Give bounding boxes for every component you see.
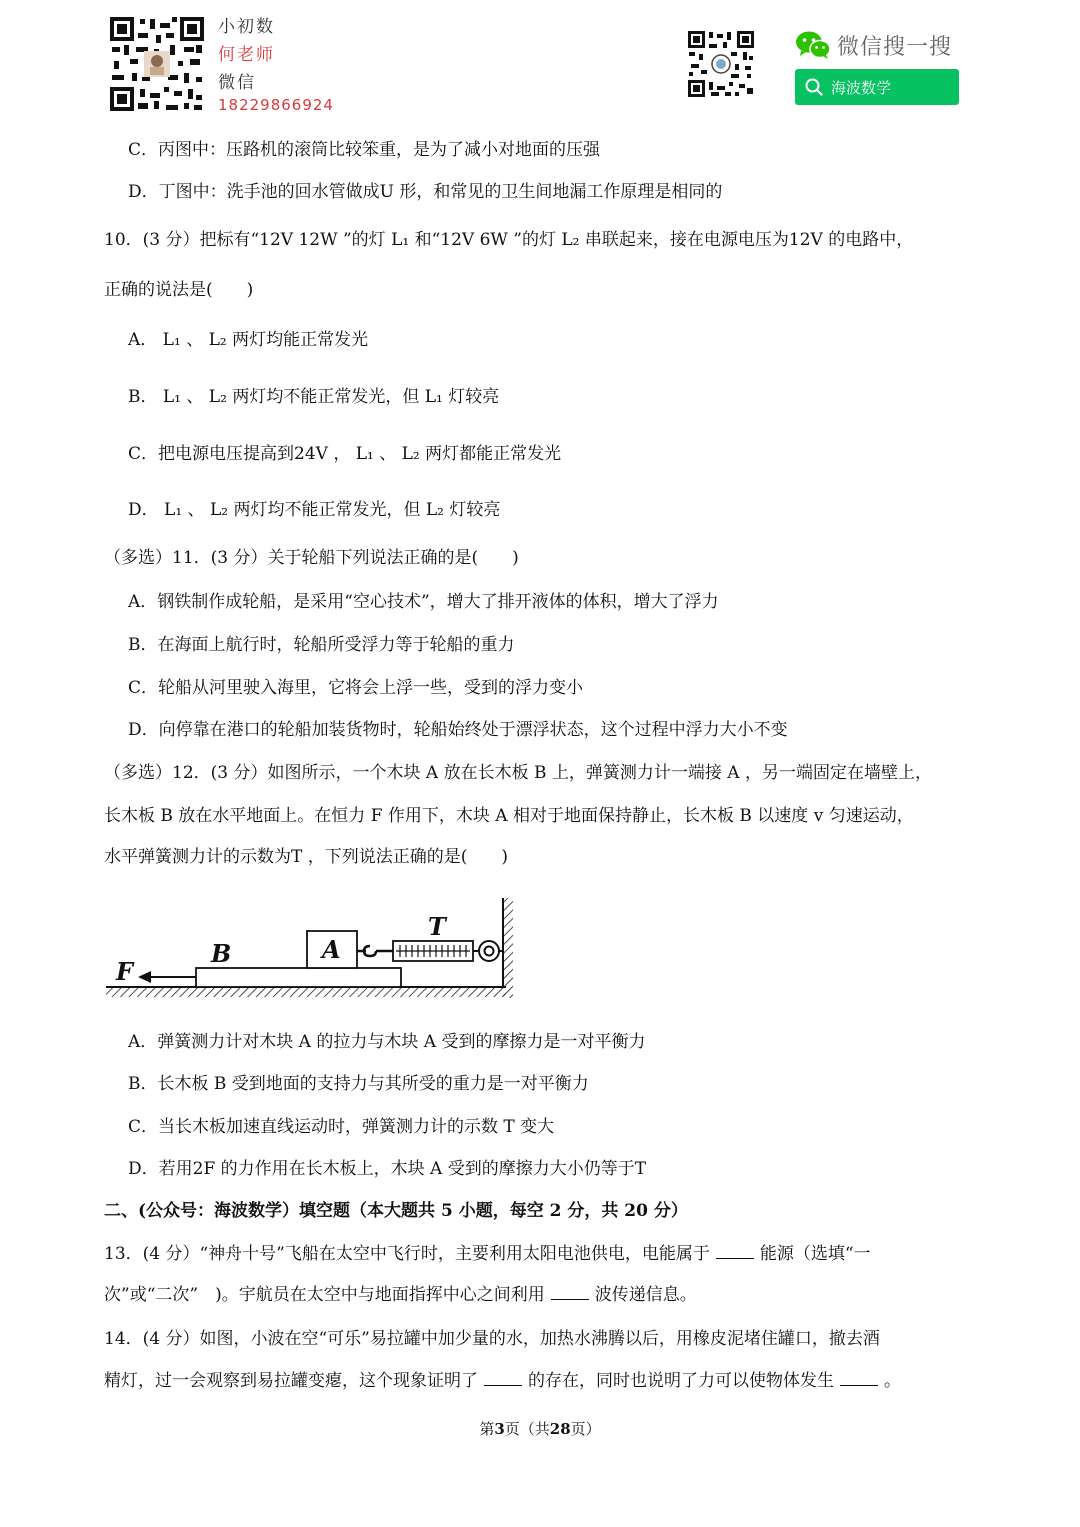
- q13-text-2: 能源（选填“一: [759, 1244, 871, 1264]
- q14-text-1: 14．(4 分）如图，小波在空“可乐”易拉罐中加少量的水，加热水沸腾以后，用橡皮泥堵住罐口，撤去酒: [104, 1329, 880, 1349]
- wechat-search-label: 海波数学: [831, 78, 892, 97]
- option-line: B．在海面上航行时，轮船所受浮力等于轮船的重力: [128, 635, 515, 655]
- question-line: 正确的说法是( ): [104, 280, 254, 300]
- qr-code-right: [687, 30, 755, 98]
- footer-page-number: 3: [494, 1420, 505, 1438]
- q13-text-3: 次”或“二次” )。宇航员在太空中与地面指挥中心之间利用: [104, 1285, 545, 1305]
- option-line: C．把电源电压提高到24V ， L₁ 、 L₂ 两灯都能正常发光: [128, 444, 562, 464]
- footer-text-2: 页（共: [504, 1420, 550, 1438]
- search-icon: [803, 76, 825, 98]
- wechat-search-brand: [795, 28, 952, 62]
- option-line: D．向停靠在港口的轮船加装货物时，轮船始终处于漂浮状态，这个过程中浮力大小不变: [128, 720, 788, 740]
- footer-text-1: 第: [479, 1420, 495, 1438]
- page-header: [0, 0, 1080, 125]
- option-line: C．丙图中：压路机的滚筒比较笨重，是为了减小对地面的压强: [128, 140, 601, 160]
- option-line: C．轮船从河里驶入海里，它将会上浮一些，受到的浮力变小: [128, 678, 584, 698]
- option-line: B．长木板 B 受到地面的支持力与其所受的重力是一对平衡力: [128, 1074, 589, 1094]
- wall-hatch: [503, 898, 513, 998]
- physics-figure: [104, 894, 524, 1008]
- question-14-line-1: [104, 1328, 880, 1350]
- q14-text-3: 的存在，同时也说明了力可以使物体发生: [528, 1371, 834, 1391]
- label-b: B: [211, 939, 232, 968]
- force-arrow-head: [138, 971, 151, 983]
- question-14-line-2: [104, 1370, 901, 1392]
- qr-code-left: [108, 15, 206, 113]
- option-line: D． L₁ 、 L₂ 两灯均不能正常发光，但 L₂ 灯较亮: [128, 500, 501, 520]
- question-line: 二、(公众号：海波数学）填空题（本大题共 5 小题，每空 2 分，共 20 分）: [104, 1201, 688, 1221]
- label-a: A: [322, 935, 341, 964]
- label-f: F: [116, 957, 134, 986]
- option-line: D．若用2F 的力作用在长木板上，木块 A 受到的摩擦力大小仍等于T: [128, 1159, 647, 1179]
- ground-hatch: [106, 987, 506, 997]
- question-line: 水平弹簧测力计的示数为T ，下列说法正确的是( ): [104, 847, 509, 867]
- wechat-search-box[interactable]: [795, 69, 959, 105]
- answer-blank[interactable]: [484, 1371, 522, 1386]
- answer-blank[interactable]: [551, 1285, 589, 1300]
- board-b: [196, 968, 401, 987]
- wall-ring-outer: [479, 941, 499, 961]
- option-line: C．当长木板加速直线运动时，弹簧测力计的示数 T 变大: [128, 1117, 555, 1137]
- question-line: （多选）11．(3 分）关于轮船下列说法正确的是( ): [104, 548, 519, 568]
- option-line: D．丁图中：洗手池的回水管做成U 形，和常见的卫生间地漏工作原理是相同的: [128, 182, 723, 202]
- spring-hook: [357, 946, 394, 956]
- option-line: B． L₁ 、 L₂ 两灯均不能正常发光，但 L₁ 灯较亮: [128, 387, 500, 407]
- q13-text-4: 波传递信息。: [594, 1285, 697, 1305]
- q14-text-2: 精灯，过一会观察到易拉罐变瘪，这个现象证明了: [104, 1371, 478, 1391]
- handwritten-line-1: 小初数: [218, 17, 275, 37]
- label-t: T: [428, 912, 446, 941]
- q14-text-4: 。: [884, 1371, 901, 1391]
- question-13-line-1: [104, 1243, 871, 1265]
- handwritten-line-3: 微信: [218, 73, 256, 93]
- q13-text-1: 13．(4 分）“神舟十号”飞船在太空中飞行时，主要利用太阳电池供电，电能属于: [104, 1244, 710, 1264]
- footer-text-3: 页）: [570, 1420, 601, 1438]
- option-line: A． L₁ 、 L₂ 两灯均能正常发光: [128, 330, 369, 350]
- handwritten-phone: 18229866924: [218, 96, 334, 114]
- page-footer: [0, 1418, 1080, 1439]
- option-line: A．弹簧测力计对木块 A 的拉力与木块 A 受到的摩擦力是一对平衡力: [128, 1032, 646, 1052]
- footer-total-pages: 28: [549, 1420, 571, 1438]
- answer-blank[interactable]: [840, 1371, 878, 1386]
- wechat-brand-text: 微信搜一搜: [837, 34, 953, 60]
- question-13-line-2: [104, 1284, 697, 1306]
- wechat-logo-icon: [795, 30, 831, 60]
- handwritten-line-2: 何老师: [218, 45, 275, 65]
- question-line: 10．(3 分）把标有“12V 12W ”的灯 L₁ 和“12V 6W ”的灯 L₂ 串联起来，接在电源电压为12V 的电路中，: [104, 230, 914, 250]
- question-line: （多选）12．(3 分）如图所示，一个木块 A 放在长木板 B 上，弹簧测力计一端接 A ，另一端固定在墙壁上，: [104, 763, 932, 783]
- question-line: 长木板 B 放在水平地面上。在恒力 F 作用下，木块 A 相对于地面保持静止，长木板 B 以速度 v 匀速运动，: [104, 806, 914, 826]
- option-line: A．钢铁制作成轮船，是采用“空心技术”，增大了排开液体的体积，增大了浮力: [128, 592, 719, 612]
- answer-blank[interactable]: [716, 1244, 754, 1259]
